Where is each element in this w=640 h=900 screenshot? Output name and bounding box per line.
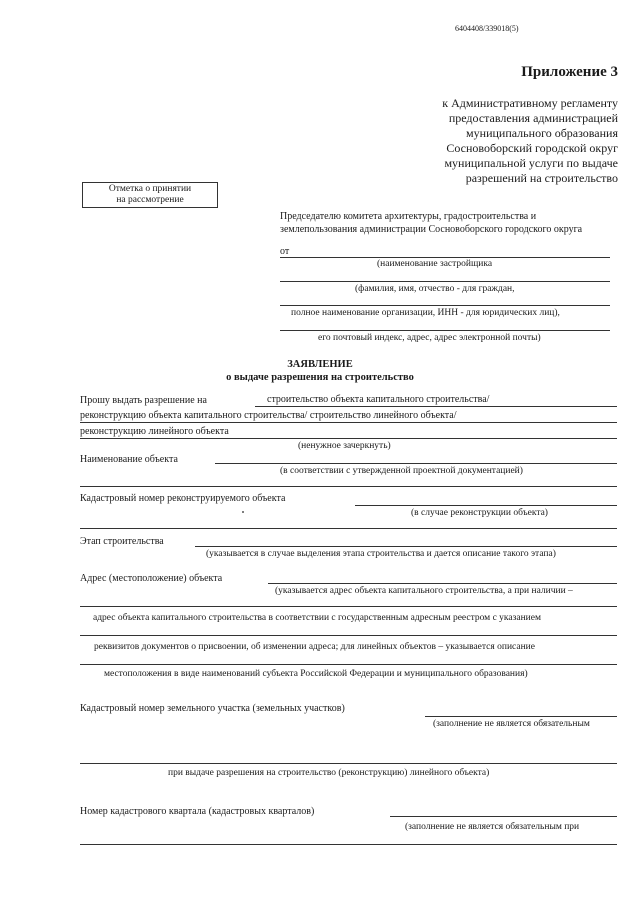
object-name-hint: (в соответствии с утвержденной проектной документацией)	[280, 466, 523, 476]
address-line[interactable]	[268, 583, 617, 584]
applicant-line-4[interactable]	[280, 330, 610, 331]
land-cadastral-line[interactable]	[425, 716, 617, 717]
scan-speck	[242, 511, 244, 513]
document-number: 6404408/339018(5)	[455, 24, 519, 33]
addressee-line-1: Председателю комитета архитектуры, градостроительства и	[280, 211, 537, 222]
stamp-line-2: на рассмотрение	[116, 195, 184, 205]
address-hint-4: местоположения в виде наименований субъекта Российской Федерации и муниципального образования)	[104, 669, 528, 679]
object-name-line[interactable]	[215, 463, 617, 464]
land-cadastral-line-2[interactable]	[80, 763, 617, 764]
request-value-1: строительство объекта капитального строительства/	[267, 394, 490, 405]
request-line-1[interactable]	[255, 406, 617, 407]
application-subtitle: о выдаче разрешения на строительство	[226, 372, 414, 383]
addressee-line-2: землепользования администрации Сосновоборского городского округа	[280, 224, 583, 235]
address-label: Адрес (местоположение) объекта	[80, 573, 223, 584]
application-title: ЗАЯВЛЕНИЕ	[287, 359, 353, 370]
object-name-line-2[interactable]	[80, 486, 617, 487]
appendix-line-1: к Административному регламенту	[442, 96, 618, 110]
land-cadastral-hint-1: (заполнение не является обязательным	[433, 719, 590, 729]
address-hint-2: адрес объекта капитального строительства в соответствии с государственным адресным реестром с указанием	[93, 613, 541, 623]
cadastral-object-hint: (в случае реконструкции объекта)	[411, 508, 548, 518]
address-line-4[interactable]	[80, 664, 617, 665]
request-value-3: реконструкцию линейного объекта	[80, 426, 229, 437]
request-line-2[interactable]	[80, 422, 617, 423]
request-value-2: реконструкцию объекта капитального строительства/ строительство линейного объекта/	[80, 410, 457, 421]
address-line-2[interactable]	[80, 606, 617, 607]
request-hint: (ненужное зачеркнуть)	[298, 441, 391, 451]
request-line-3[interactable]	[80, 438, 617, 439]
from-label: от	[280, 246, 290, 257]
cadastral-object-label: Кадастровый номер реконструируемого объекта	[80, 493, 286, 504]
cadastral-object-line-2[interactable]	[80, 528, 617, 529]
address-hint-3: реквизитов документов о присвоении, об изменении адреса; для линейных объектов – указывается описание	[94, 642, 535, 652]
applicant-line-3[interactable]	[280, 305, 610, 306]
stage-label: Этап строительства	[80, 536, 164, 547]
appendix-line-2: предоставления администрацией	[448, 111, 618, 125]
stage-hint: (указывается в случае выделения этапа строительства и дается описание такого этапа)	[206, 549, 556, 559]
land-cadastral-hint-2: при выдаче разрешения на строительство (реконструкцию) линейного объекта)	[168, 768, 490, 778]
stamp-line-1: Отметка о принятии	[108, 184, 192, 194]
appendix-line-4: Сосновоборский городской округ	[446, 141, 618, 155]
address-hint-1: (указывается адрес объекта капитального строительства, а при наличии –	[275, 586, 573, 596]
acceptance-stamp-box	[82, 182, 218, 208]
applicant-name-hint: (наименование застройщика	[377, 259, 493, 269]
cadastral-quarter-label: Номер кадастрового квартала (кадастровых кварталов)	[80, 806, 315, 817]
applicant-address-hint: его почтовый индекс, адрес, адрес электронной почты)	[318, 333, 541, 343]
stage-line[interactable]	[195, 546, 617, 547]
cadastral-object-line[interactable]	[355, 505, 617, 506]
appendix-line-6: разрешений на строительство	[465, 171, 618, 185]
applicant-org-hint: полное наименование организации, ИНН - для юридических лиц),	[291, 308, 560, 318]
appendix-line-5: муниципальной услуги по выдаче	[444, 156, 618, 170]
appendix-line-3: муниципального образования	[466, 126, 618, 140]
applicant-fio-hint: (фамилия, имя, отчество - для граждан,	[355, 284, 515, 294]
applicant-name-line[interactable]	[280, 257, 610, 258]
cadastral-quarter-hint: (заполнение не является обязательным при	[405, 822, 580, 832]
object-name-label: Наименование объекта	[80, 454, 178, 465]
appendix-title: Приложение 3	[521, 64, 618, 80]
cadastral-quarter-line[interactable]	[390, 816, 617, 817]
applicant-line-2[interactable]	[280, 281, 610, 282]
land-cadastral-label: Кадастровый номер земельного участка (земельных участков)	[80, 703, 345, 714]
request-label: Прошу выдать разрешение на	[80, 395, 207, 406]
cadastral-quarter-line-2[interactable]	[80, 844, 617, 845]
address-line-3[interactable]	[80, 635, 617, 636]
